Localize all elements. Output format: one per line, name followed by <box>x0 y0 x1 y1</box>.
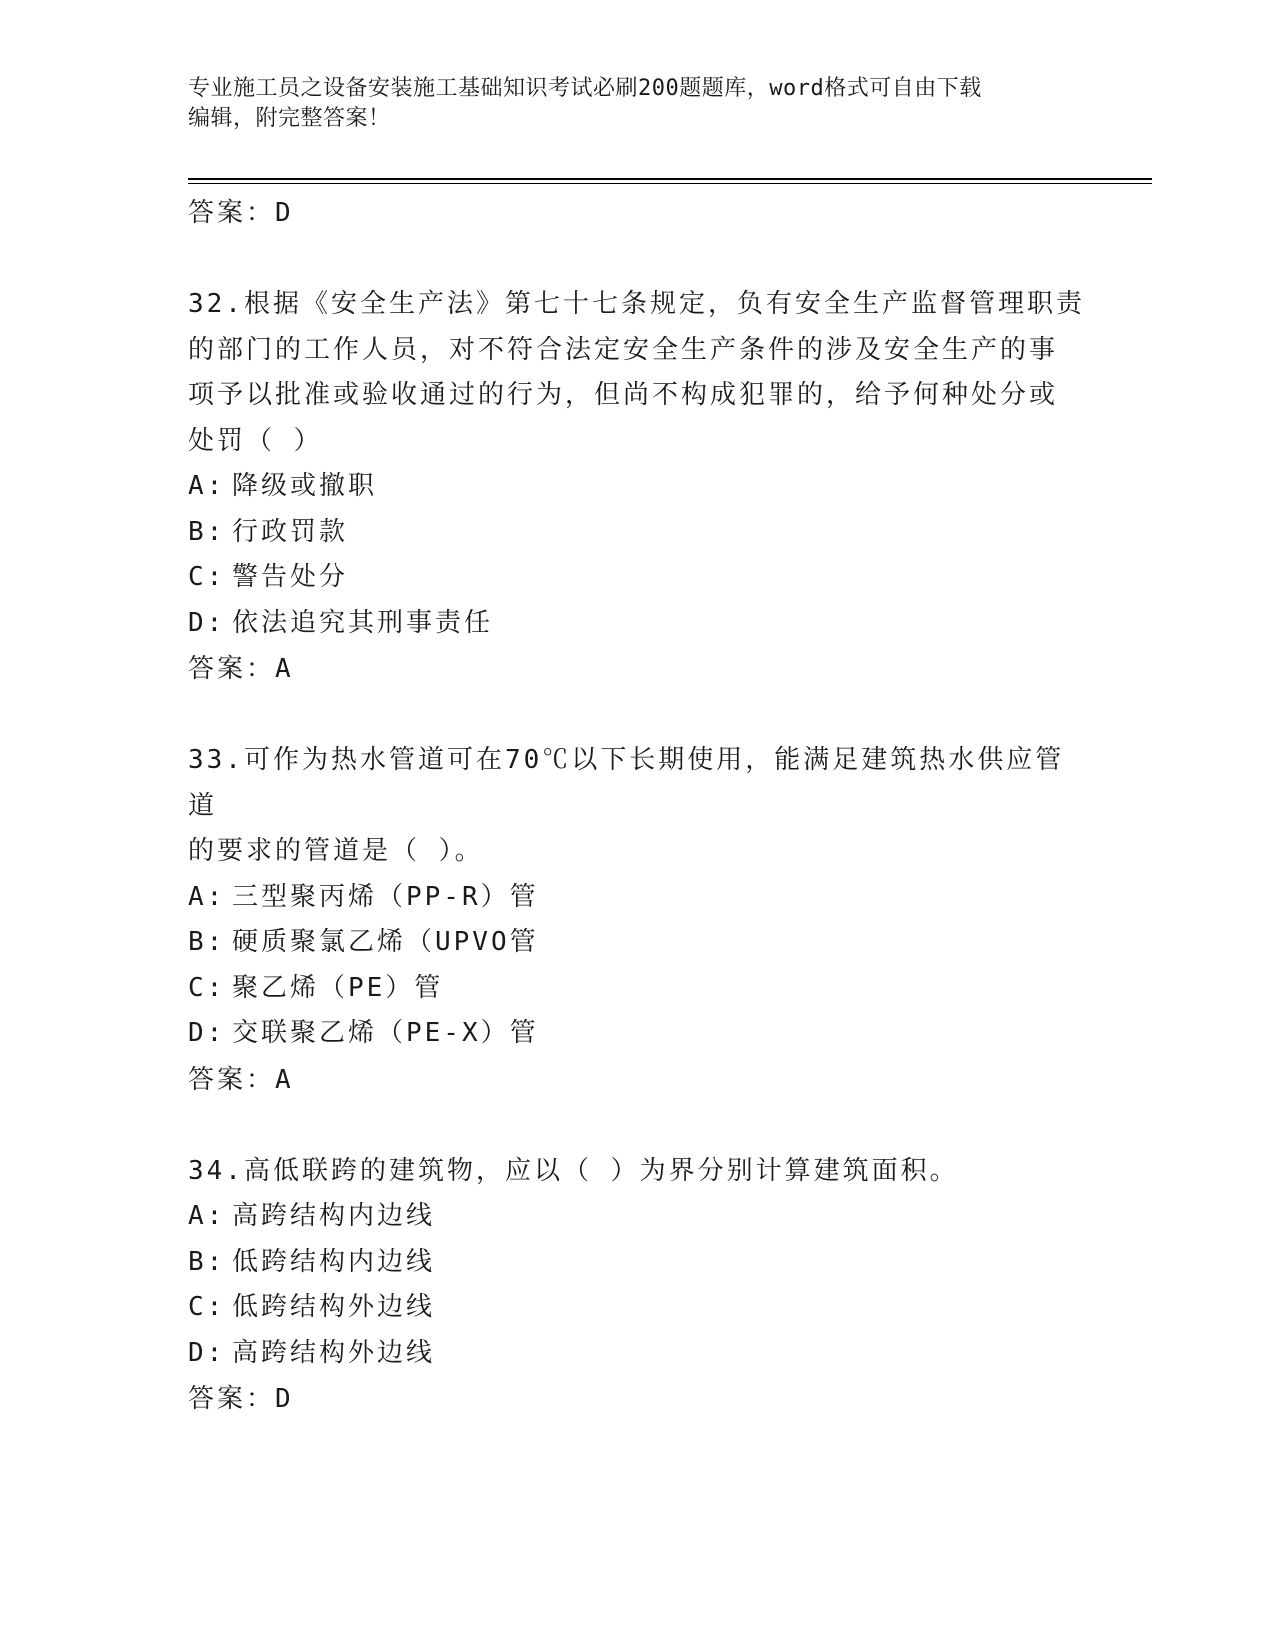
option-letter: C: <box>188 1292 226 1322</box>
question-block <box>188 1149 1088 1423</box>
option-a <box>188 875 1088 921</box>
answer-line: 答案：D <box>188 198 294 228</box>
option-c <box>188 1285 1088 1331</box>
option-letter: B: <box>188 927 226 957</box>
option-b <box>188 920 1088 966</box>
option-letter: B: <box>188 1246 226 1277</box>
question-text-line: 33.可作为热水管道可在70℃以下长期使用，能满足建筑热水供应管道 <box>188 745 1065 821</box>
option-b <box>188 510 1088 556</box>
question-text-line: 的要求的管道是（ ）。 <box>188 836 484 866</box>
option-letter: A: <box>188 1201 226 1231</box>
header-line-2: 编辑，附完整答案！ <box>188 106 391 131</box>
option-letter: A: <box>188 471 226 501</box>
option-text: 警告处分 <box>232 562 349 592</box>
option-text: 高跨结构内边线 <box>232 1201 436 1231</box>
option-text: 高跨结构外边线 <box>232 1337 436 1368</box>
option-text: 聚乙烯（PE）管 <box>232 972 444 1003</box>
option-letter: D: <box>188 1337 226 1368</box>
question-block <box>188 738 1088 1103</box>
option-text: 三型聚丙烯（PP-R）管 <box>232 881 539 912</box>
option-text: 硬质聚氯乙烯（UPVO管 <box>232 927 539 957</box>
option-text: 依法追究其刑事责任 <box>232 607 494 638</box>
option-text: 降级或撤职 <box>232 471 378 501</box>
question-text-line: 34.高低联跨的建筑物，应以（ ）为界分别计算建筑面积。 <box>188 1155 959 1186</box>
question-text-line: 32.根据《安全生产法》第七十七条规定，负有安全生产监督管理职责 <box>188 289 1085 319</box>
option-letter: C: <box>188 562 226 592</box>
option-text: 低跨结构外边线 <box>232 1292 436 1322</box>
option-letter: A: <box>188 881 226 912</box>
question-text <box>188 738 1088 875</box>
answer-line: 答案：A <box>188 1064 294 1095</box>
option-a <box>188 464 1088 510</box>
option-text: 行政罚款 <box>232 516 349 547</box>
option-d <box>188 1331 1088 1377</box>
header-line-1: 专业施工员之设备安装施工基础知识考试必刷200题题库，word格式可自由下载 <box>188 76 982 101</box>
option-text: 交联聚乙烯（PE-X）管 <box>232 1018 539 1048</box>
question-block <box>188 282 1088 692</box>
header-divider-thin <box>188 183 1152 184</box>
question-text-line: 的部门的工作人员，对不符合法定安全生产条件的涉及安全生产的事 <box>188 334 1059 365</box>
option-letter: C: <box>188 972 226 1003</box>
option-letter: D: <box>188 607 226 638</box>
question-text-line: 项予以批准或验收通过的行为，但尚不构成犯罪的，给予何种处分或 <box>188 380 1059 410</box>
option-d <box>188 601 1088 647</box>
header-divider <box>188 178 1152 180</box>
option-letter: B: <box>188 516 226 547</box>
option-d <box>188 1011 1088 1057</box>
question-list <box>188 190 1088 1422</box>
option-a <box>188 1194 1088 1240</box>
option-c <box>188 966 1088 1012</box>
answer-line: 答案：D <box>188 1384 294 1414</box>
question-text-line: 处罚（ ） <box>188 425 323 456</box>
question-text <box>188 282 1088 464</box>
option-b <box>188 1240 1088 1286</box>
option-c <box>188 555 1088 601</box>
option-text: 低跨结构内边线 <box>232 1246 436 1277</box>
answer-line: 答案：A <box>188 654 294 684</box>
option-letter: D: <box>188 1018 226 1048</box>
question-text <box>188 1149 1088 1195</box>
page-header <box>188 74 1088 134</box>
